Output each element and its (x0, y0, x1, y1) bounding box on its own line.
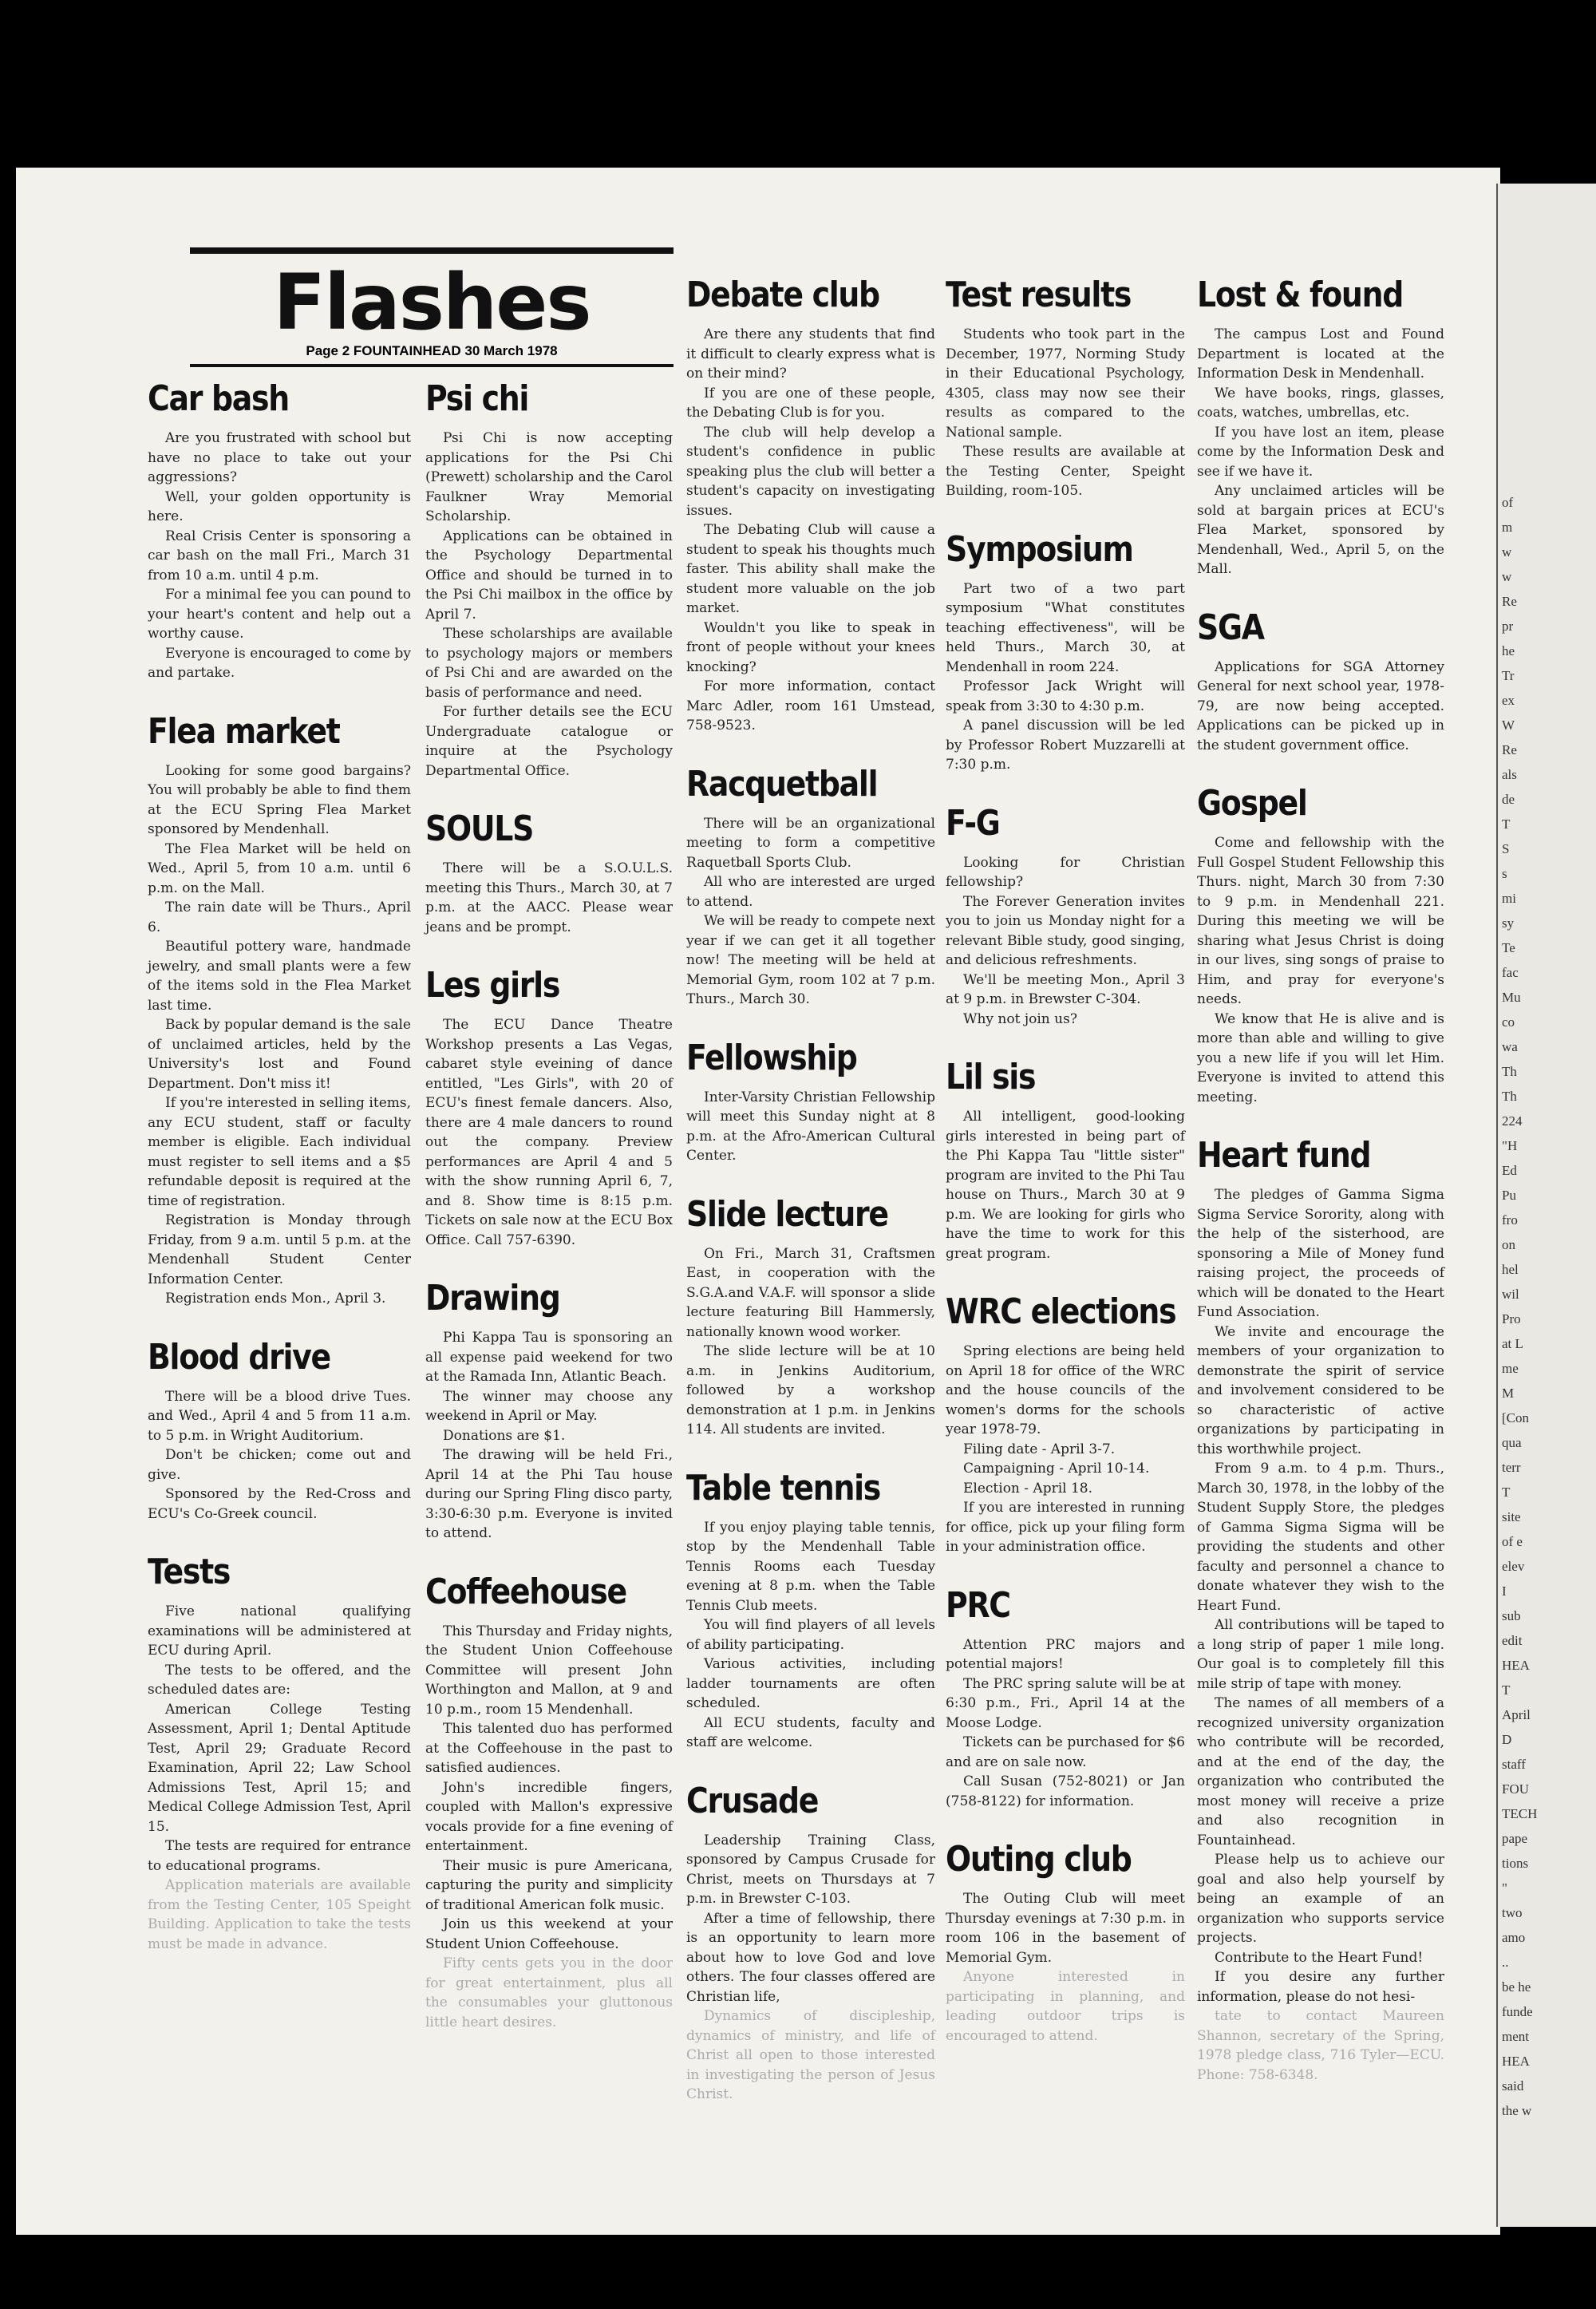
article-paragraph: Come and fellowship with the Full Gospel Student Fellowship this Thurs. night, March 30 from 7:30 to 9 p.m. in Mendenhall 221. During this meeting we will be sharing what Jesus Christ is doing in our lives, sing songs of praise to Him, and pray for everyone's needs. (1197, 835, 1444, 1007)
edge-fragment: mi (1502, 891, 1516, 906)
edge-fragment: S (1502, 841, 1510, 856)
column-5 (1197, 275, 1444, 2113)
article-paragraph: These scholarships are available to psychology majors or members of Psi Chi and are awarded on the basis of performance and need. (425, 626, 673, 701)
article-paragraph: Tickets can be purchased for $6 and are on sale now. (946, 1734, 1185, 1770)
article-fellowship (686, 1038, 935, 1166)
edge-fragment: me (1502, 1361, 1519, 1376)
dateline: Page 2 FOUNTAINHEAD 30 March 1978 (306, 343, 558, 358)
article-paragraph: Please help us to achieve our goal and also help yourself by being an example of an organization who supports service projects. (1197, 1852, 1444, 1946)
article-les-girls (425, 966, 673, 1250)
article-headline: Lil sis (946, 1057, 1036, 1097)
edge-fragment: Ed (1502, 1163, 1517, 1178)
article-paragraph: A panel discussion will be led by Professor Robert Muzzarelli at 7:30 p.m. (946, 718, 1185, 773)
article-paragraph: Their music is pure Americana, capturing the purity and simplicity of traditional American folk music. (425, 1857, 673, 1913)
edge-fragment: at L (1502, 1336, 1523, 1351)
edge-fragment: I (1502, 1583, 1507, 1599)
article-paragraph: Phi Kappa Tau is sponsoring an all expense paid weekend for two at the Ramada Inn, Atlantic Beach. (425, 1330, 673, 1385)
article-paragraph: Don't be chicken; come out and give. (148, 1447, 411, 1483)
edge-fragment: wa (1502, 1039, 1518, 1054)
article-paragraph: The club will help develop a student's confidence in public speaking plus the club will better a student's capacity on investigating issues. (686, 424, 935, 519)
column-1 (148, 379, 411, 1983)
edge-fragment: pape (1502, 1831, 1528, 1846)
article-paragraph: Five national qualifying examinations will be administered at ECU during April. (148, 1603, 411, 1659)
article-paragraph: Looking for some good bargains? You will probably be able to find them at the ECU Spring Flea Market sponsored by Mendenhall. (148, 762, 411, 837)
article-paragraph: Why not join us? (963, 1010, 1077, 1027)
article-paragraph: The drawing will be held Fri., April 14 at the Phi Tau house during our Spring Fling disco party, 3:30-6:30 p.m. Everyone is invited to attend. (425, 1447, 673, 1541)
article-blood-drive (148, 1338, 411, 1524)
edge-fragment: tions (1502, 1856, 1529, 1871)
edge-fragment: hel (1502, 1262, 1519, 1277)
edge-fragment: be he (1502, 1979, 1531, 1995)
article-paragraph: You will find players of all levels of ability participating. (686, 1617, 935, 1653)
article-coffeehouse (425, 1572, 673, 2033)
article-paragraph: We have books, rings, glasses, coats, watches, umbrellas, etc. (1197, 385, 1444, 421)
edge-fragment: sy (1502, 915, 1515, 931)
article-paragraph: The ECU Dance Theatre Workshop presents a Las Vegas, cabaret style eveining of dance entitled, "Les Girls", with 20 of ECU's finest female dancers. Also, there are 4 male dancers to round out the company. Preview performances are April 4 and 5 with the show running April 6, 7, and 8. Show time is 8:15 p.m. Tickets on sale now at the ECU Box Office. Call 757-6390. (425, 1017, 673, 1248)
article-drawing (425, 1279, 673, 1544)
article-paragraph: Well, your golden opportunity is here. (148, 488, 411, 524)
article-paragraph: Professor Jack Wright will speak from 3:30 to 4:30 p.m. (946, 678, 1185, 714)
article-headline: Table tennis (686, 1467, 881, 1508)
article-gospel (1197, 784, 1444, 1107)
article-headline: Lost & found (1197, 275, 1404, 315)
page-title: Flashes (273, 258, 591, 347)
article-paragraph: Various activities, including ladder tournaments are often scheduled. (686, 1656, 935, 1711)
edge-fragment: Th (1502, 1064, 1517, 1079)
edge-fragment: he (1502, 643, 1515, 658)
edge-fragment: HEA (1502, 1658, 1530, 1673)
faded-paragraph: Dynamics of discipleship, dynamics of ministry, and life of Christ all open to those interested in investigating the person of Jesus Christ. (686, 2008, 935, 2102)
edge-fragment: w (1502, 544, 1512, 559)
article-headline: Car bash (148, 378, 289, 419)
edge-fragment: FOU (1502, 1781, 1530, 1797)
article-headline: Coffeehouse (425, 1571, 626, 1612)
article-paragraph: Part two of a two part symposium "What constitutes teaching effectiveness", will be held Thurs., March 30, at Mendenhall in room 224. (946, 580, 1185, 675)
article-tests (148, 1552, 411, 1954)
edge-fragment: staff (1502, 1757, 1526, 1772)
article-racquetball (686, 765, 935, 1010)
edge-fragment: fro (1502, 1212, 1518, 1228)
article-headline: SGA (1197, 607, 1264, 648)
article-paragraph: Students who took part in the December, 1977, Norming Study in their Educational Psychology, 4305, class may now see their results as compared to the National sample. (946, 326, 1185, 441)
edge-fragment: on (1502, 1237, 1515, 1252)
edge-fragment: funde (1502, 2004, 1533, 2019)
article-paragraph: Applications can be obtained in the Psychology Departmental Office and should be turned in to the Psi Chi mailbox in the office by April 7. (425, 528, 673, 623)
article-paragraph: The tests to be offered, and the scheduled dates are: (148, 1662, 411, 1698)
masthead-bottom-rule (190, 364, 674, 367)
edge-fragment: de (1502, 792, 1515, 807)
edge-fragment: elev (1502, 1559, 1525, 1574)
edge-fragment: Pro (1502, 1311, 1521, 1326)
edge-fragment: TECH (1502, 1806, 1538, 1821)
article-test-results (946, 275, 1185, 501)
article-paragraph: Registration ends Mon., April 3. (165, 1291, 386, 1307)
faded-paragraph: Application materials are available from the Testing Center, 105 Speight Building. Application to take the tests must be made in advance. (148, 1877, 411, 1952)
edge-fragment: M (1502, 1386, 1515, 1401)
article-headline: Test results (946, 275, 1132, 315)
edge-fragment: two (1502, 1905, 1523, 1920)
edge-fragment: D (1502, 1732, 1512, 1747)
article-headline: Heart fund (1197, 1135, 1371, 1176)
article-debate-club (686, 275, 935, 736)
article-paragraph: Call Susan (752-8021) or Jan (758-8122) for information. (946, 1773, 1185, 1809)
article-paragraph: The Flea Market will be held on Wed., April 5, from 10 a.m. until 6 p.m. on the Mall. (148, 840, 411, 896)
article-paragraph: We know that He is alive and is more than able and willing to give you a new life if you will let Him. Everyone is invited to attend this meeting. (1197, 1010, 1444, 1105)
edge-fragment: W (1502, 718, 1515, 733)
article-paragraph: Beautiful pottery ware, handmade jewelry, and small plants were a few of the items sold in the Flea Market last time. (148, 939, 411, 1014)
article-outing-club (946, 1840, 1185, 2046)
faded-paragraph: tate to contact Maureen Shannon, secretary of the Spring, 1978 pledge class, 716 Tyler—ECU. Phone: 758-6348. (1197, 2008, 1444, 2083)
article-paragraph: From 9 a.m. to 4 p.m. Thurs., March 30, 1978, in the lobby of the Student Supply Store, the pledges of Gamma Sigma Sigma will be providing the students and other faculty and personnel a chance to donate whatever they wish to the Heart Fund. (1197, 1461, 1444, 1614)
article-crusade (686, 1781, 935, 2105)
edge-fragment: w (1502, 569, 1512, 584)
edge-fragment: of (1502, 495, 1514, 510)
edge-fragment: [Con (1502, 1410, 1529, 1425)
article-paragraph: We will be ready to compete next year if we can get it all together now! The meeting will be held at Memorial Gym, room 102 at 7 p.m. Thurs., March 30. (686, 913, 935, 1007)
article-lost-found (1197, 275, 1444, 579)
article-paragraph: The Forever Generation invites you to join us Monday night for a relevant Bible study, good singing, and delicious refreshments. (946, 893, 1185, 968)
edge-fragment: Tr (1502, 668, 1515, 683)
article-headline: Crusade (686, 1780, 819, 1821)
edge-fragment: HEA (1502, 2054, 1530, 2069)
article-paragraph: The Outing Club will meet Thursday evenings at 7:30 p.m. in room 106 in the basement of Memorial Gym. (946, 1891, 1185, 1966)
article-headline: Slide lecture (686, 1193, 888, 1235)
article-paragraph: This Thursday and Friday nights, the Student Union Coffeehouse Committee will present John Worthington and Mallon, at 9 and 10 p.m., room 15 Mendenhall. (425, 1623, 673, 1718)
article-headline: Fellowship (686, 1037, 857, 1078)
article-paragraph: All who are interested are urged to attend. (686, 874, 935, 910)
edge-fragment: fac (1502, 965, 1519, 980)
edge-fragment: " (1502, 1880, 1507, 1896)
article-psi-chi (425, 379, 673, 781)
article-paragraph: Back by popular demand is the sale of unclaimed articles, held by the University's lost and Found Department. Don't miss it! (148, 1017, 411, 1092)
article-paragraph: Inter-Varsity Christian Fellowship will meet this Sunday night at 8 p.m. at the Afro-American Cultural Center. (686, 1089, 935, 1164)
article-paragraph: The winner may choose any weekend in April or May. (425, 1388, 673, 1424)
article-slide-lecture (686, 1195, 935, 1440)
article-prc (946, 1586, 1185, 1812)
edge-fragment: sub (1502, 1608, 1521, 1623)
article-paragraph: The Debating Club will cause a student to speak his thoughts much faster. This ability shall make the student more valuable on the job market. (686, 522, 935, 616)
edge-fragment: T (1502, 816, 1511, 832)
article-heart-fund (1197, 1136, 1444, 2085)
faded-paragraph: Anyone interested in participating in planning, and leading outdoor trips is encouraged to attend. (946, 1969, 1185, 2044)
article-headline: Outing club (946, 1839, 1132, 1880)
article-paragraph: All ECU students, faculty and staff are welcome. (686, 1714, 935, 1750)
article-paragraph: We'll be meeting Mon., April 3 at 9 p.m. in Brewster C-304. (946, 971, 1185, 1007)
article-paragraph: Election - April 18. (963, 1480, 1093, 1497)
article-paragraph: Attention PRC majors and potential majors! (946, 1636, 1185, 1672)
column-4 (946, 275, 1185, 2074)
edge-fragment: .. (1502, 1955, 1509, 1970)
article-paragraph: Looking for Christian fellowship? (946, 854, 1185, 890)
article-paragraph: The slide lecture will be at 10 a.m. in Jenkins Auditorium, followed by a workshop demonstration at 1 p.m. in Jenkins 114. All students are invited. (686, 1343, 935, 1437)
edge-fragment: ment (1502, 2029, 1529, 2044)
article-paragraph: Are you frustrated with school but have no place to take out your aggressions? (148, 430, 411, 485)
article-paragraph: Applications for SGA Attorney General for next school year, 1978-79, are now being accepted. Applications can be picked up in the student government office. (1197, 658, 1444, 753)
article-paragraph: Wouldn't you like to speak in front of people without your knees knocking? (686, 619, 935, 675)
article-paragraph: American College Testing Assessment, April 1; Dental Aptitude Test, April 29; Graduate Record Examination, April 22; Law School Admissions Test, April 15; and Medical College Admission Test, April 15. (148, 1701, 411, 1835)
edge-fragment: 224 (1502, 1113, 1523, 1129)
edge-fragment: "H (1502, 1138, 1518, 1153)
masthead (190, 247, 674, 367)
edge-fragment: edit (1502, 1633, 1523, 1648)
edge-fragment: Mu (1502, 990, 1521, 1005)
article-paragraph: Contribute to the Heart Fund! (1215, 1949, 1424, 1966)
edge-fragment: qua (1502, 1435, 1522, 1450)
article-headline: SOULS (425, 809, 534, 849)
article-headline: Racquetball (686, 763, 878, 805)
edge-fragment: of e (1502, 1534, 1523, 1549)
article-paragraph: All intelligent, good-looking girls interested in being part of the Phi Kappa Tau "little sister" program are invited to the Phi Tau house on Thurs., March 30 at 9 p.m. We are looking for girls who have the time to work for this great program. (946, 1109, 1185, 1262)
article-paragraph: If you are one of these people, the Debating Club is for you. (686, 385, 935, 421)
article-paragraph: Everyone is encouraged to come by and partake. (148, 645, 411, 681)
article-paragraph: Are there any students that find it difficult to clearly express what is on their mind? (686, 326, 935, 382)
article-paragraph: Join us this weekend at your Student Union Coffeehouse. (425, 1916, 673, 1952)
edge-fragment: wil (1502, 1287, 1519, 1302)
article-paragraph: The tests are required for entrance to educational programs. (148, 1838, 411, 1874)
article-paragraph: This talented duo has performed at the Coffeehouse in the past to satisfied audiences. (425, 1721, 673, 1776)
edge-fragment: the w (1502, 2103, 1532, 2118)
article-headline: PRC (946, 1584, 1010, 1626)
edge-fragment: T (1502, 1682, 1511, 1698)
column-2 (425, 379, 673, 2061)
edge-fragment: Re (1502, 742, 1517, 757)
edge-fragment: site (1502, 1509, 1521, 1524)
edge-fragment: Pu (1502, 1188, 1516, 1203)
article-headline: Gospel (1197, 783, 1307, 824)
edge-fragment: Th (1502, 1089, 1517, 1104)
edge-fragment: pr (1502, 619, 1514, 634)
article-paragraph: All contributions will be taped to a long strip of paper 1 mile long. Our goal is to completely fill this mile strip of tape with money. (1197, 1617, 1444, 1692)
article-headline: Tests (148, 1552, 231, 1592)
edge-fragment: als (1502, 767, 1517, 782)
article-sga (1197, 608, 1444, 756)
article-headline: Psi chi (425, 378, 529, 419)
article-paragraph: Spring elections are being held on April 18 for office of the WRC and the house councils of the women's dorms for the schools year 1978-79. (946, 1343, 1185, 1437)
article-paragraph: The campus Lost and Found Department is located at the Information Desk in Mendenhall. (1197, 326, 1444, 382)
article-paragraph: For further details see the ECU Undergraduate catalogue or inquire at the Psychology Departmental Office. (425, 704, 673, 779)
article-paragraph: These results are available at the Testing Center, Speight Building, room-105. (946, 444, 1185, 499)
edge-fragment: amo (1502, 1930, 1526, 1945)
article-paragraph: For a minimal fee you can pound to your heart's content and help out a worthy cause. (148, 587, 411, 642)
article-paragraph: Leadership Training Class, sponsored by Campus Crusade for Christ, meets on Thursdays at 7 p.m. in Brewster C-103. (686, 1832, 935, 1907)
article-paragraph: If you are interested in running for office, pick up your filing form in your administration office. (946, 1500, 1185, 1555)
faded-paragraph: Fifty cents gets you in the door for great entertainment, plus all the consumables your gluttonous little heart desires. (425, 1955, 673, 2030)
edge-fragment: April (1502, 1707, 1531, 1722)
article-headline: Symposium (946, 528, 1133, 570)
article-paragraph: On Fri., March 31, Craftsmen East, in cooperation with the S.G.A.and V.A.F. will sponsor a slide lecture featuring Bill Hammersly, nationally known wood worker. (686, 1245, 935, 1340)
article-paragraph: The rain date will be Thurs., April 6. (148, 899, 411, 935)
article-paragraph: For more information, contact Marc Adler, room 161 Umstead, 758-9523. (686, 678, 935, 733)
article-paragraph: Sponsored by the Red-Cross and ECU's Co-Greek council. (148, 1486, 411, 1522)
article-paragraph: After a time of fellowship, there is an opportunity to learn more about how to love God and love others. The four classes offered are Christian life, (686, 1910, 935, 2005)
article-paragraph: There will be an organizational meeting to form a competitive Raquetball Sports Club. (686, 815, 935, 871)
article-paragraph: We invite and encourage the members of your organization to demonstrate the spirit of service and involvement considered to be so characteristic of active organizations by participating in this worthwhile project. (1197, 1323, 1444, 1457)
edge-fragment: said (1502, 2078, 1524, 2094)
article-flea-market (148, 712, 411, 1309)
edge-fragment: Re (1502, 594, 1517, 609)
article-paragraph: Registration is Monday through Friday, from 9 a.m. until 5 p.m. at the Mendenhall Student Center Information Center. (148, 1212, 411, 1287)
article-car-bash (148, 379, 411, 683)
article-paragraph: John's incredible fingers, coupled with Mallon's expressive vocals provide for a fine evening of entertainment. (425, 1779, 673, 1854)
article-paragraph: Campaigning - April 10-14. (963, 1461, 1150, 1477)
article-headline: Blood drive (148, 1336, 330, 1378)
edge-fragment: T (1502, 1485, 1511, 1500)
article-souls (425, 809, 673, 937)
article-paragraph: The names of all members of a recognized university organization who contribute will be recorded, and at the end of the day, the organization who contributed the most money will receive a prize and also recognition in Fountainhead. (1197, 1695, 1444, 1848)
column-3 (686, 275, 935, 2133)
article-headline: Les girls (425, 965, 560, 1006)
edge-fragment: s (1502, 866, 1507, 881)
edge-fragment: ex (1502, 693, 1515, 708)
article-headline: Debate club (686, 275, 879, 315)
article-paragraph: If you're interested in selling items, any ECU student, staff or faculty member is eligible. Each individual must register to sell items and a $5 refundable deposit is required at the time of registration. (148, 1095, 411, 1209)
article-wrc-elections (946, 1292, 1185, 1557)
article-table-tennis (686, 1469, 935, 1753)
edge-fragment: m (1502, 520, 1513, 535)
article-paragraph: Real Crisis Center is sponsoring a car bash on the mall Fri., March 31 from 10 a.m. until 4 p.m. (148, 528, 411, 583)
article-headline: Flea market (148, 710, 340, 752)
article-paragraph: There will be a S.O.U.L.S. meeting this Thurs., March 30, at 7 p.m. at the AACC. Please wear jeans and be prompt. (425, 860, 673, 935)
article-paragraph: If you desire any further information, please do not hesi- (1197, 1969, 1444, 2005)
article-paragraph: If you have lost an item, please come by the Information Desk and see if we have it. (1197, 424, 1444, 480)
article-paragraph: The PRC spring salute will be at 6:30 p.m., Fri., April 14 at the Moose Lodge. (946, 1675, 1185, 1731)
article-lil-sis (946, 1058, 1185, 1263)
article-f-g (946, 804, 1185, 1030)
article-paragraph: Filing date - April 3-7. (963, 1441, 1116, 1457)
edge-fragment: co (1502, 1014, 1515, 1030)
article-headline: WRC elections (946, 1291, 1176, 1332)
masthead-top-rule (190, 247, 674, 254)
article-symposium (946, 530, 1185, 775)
article-paragraph: If you enjoy playing table tennis, stop by the Mendenhall Table Tennis Rooms each Tuesday evening at 8 p.m. when the Table Tennis Club meets. (686, 1519, 935, 1614)
article-paragraph: Psi Chi is now accepting applications for the Psi Chi (Prewett) scholarship and the Carol Faulkner Wray Memorial Scholarship. (425, 430, 673, 524)
article-headline: Drawing (425, 1278, 560, 1319)
article-paragraph: Any unclaimed articles will be sold at bargain prices at ECU's Flea Market, sponsored by Mendenhall, Wed., April 5, on the Mall. (1197, 483, 1444, 577)
edge-fragment: Te (1502, 940, 1515, 955)
edge-fragment: terr (1502, 1460, 1521, 1475)
article-paragraph: The pledges of Gamma Sigma Sigma Service Sorority, along with the help of the sisterhood, are sponsoring a Mile of Money fund raising project, the proceeds of which will be donated to the Heart Fund Association. (1197, 1187, 1444, 1320)
article-headline: F-G (946, 802, 1000, 844)
article-paragraph: Donations are $1. (443, 1427, 566, 1444)
article-paragraph: There will be a blood drive Tues. and Wed., April 4 and 5 from 11 a.m. to 5 p.m. in Wright Auditorium. (148, 1388, 411, 1444)
